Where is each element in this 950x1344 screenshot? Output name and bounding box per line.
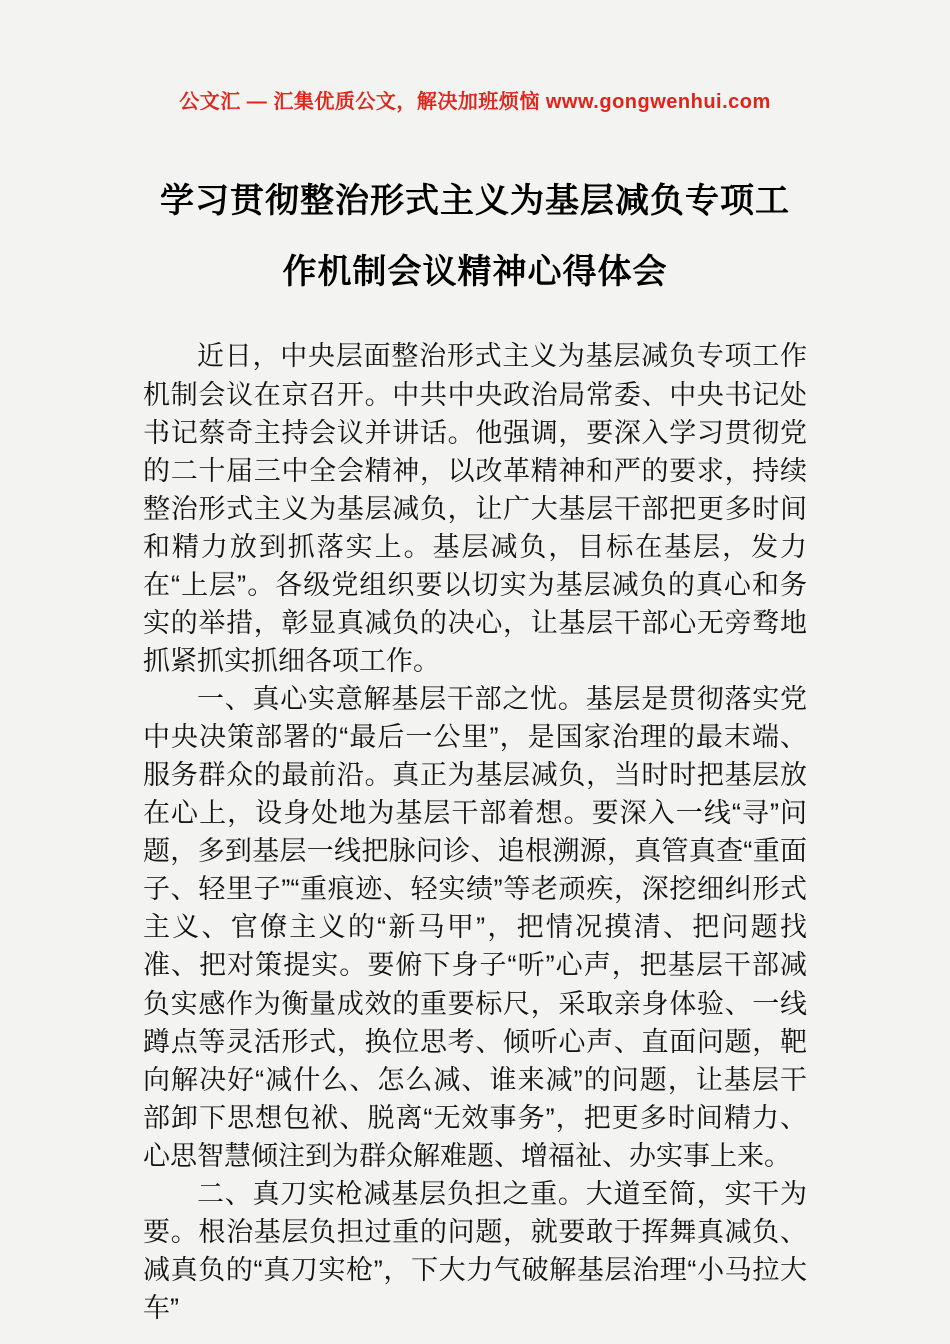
paragraph-point-1: 一、真心实意解基层干部之忧。基层是贯彻落实党中央决策部署的“最后一公里”，是国家治理的最末端、服务群众的最前沿。真正为基层减负，当时时把基层放在心上，设身处地为基层干部着想。要深入一线“寻”问题，多到基层一线把脉问诊、追根溯源，真管真查“重面子、轻里子”“重痕迹、轻实绩”等老顽疾，深挖细纠形式主义、官僚主义的“新马甲”，把情况摸清、把问题找准、把对策提实。要俯下身子“听”心声，把基层干部减负实感作为衡量成效的重要标尺，采取亲身体验、一线蹲点等灵活形式，换位思考、倾听心声、直面问题，靶向解决好“减什么、怎么减、谁来减”的问题，让基层干部卸下思想包袱、脱离“无效事务”，把更多时间精力、心思智慧倾注到为群众解难题、增福祉、办实事上来。: [143, 684, 807, 1171]
document-body: [143, 337, 807, 1327]
paragraph-point-2: 二、真刀实枪减基层负担之重。大道至简，实干为要。根治基层负担过重的问题，就要敢于挥舞真减负、减真负的“真刀实枪”，下大力气破解基层治理“小马拉大车”: [143, 1178, 807, 1323]
paragraph-intro: 近日，中央层面整治形式主义为基层减负专项工作机制会议在京召开。中共中央政治局常委、中央书记处书记蔡奇主持会议并讲话。他强调，要深入学习贯彻党的二十届三中全会精神，以改革精神和严的要求，持续整治形式主义为基层减负，让广大基层干部把更多时间和精力放到抓落实上。基层减负，目标在基层，发力在“上层”。各级党组织要以切实为基层减负的真心和务实的举措，彰显真减负的决心，让基层干部心无旁骛地抓紧抓实抓细各项工作。: [143, 341, 807, 676]
document-title: 学习贯彻整治形式主义为基层减负专项工作机制会议精神心得体会: [160, 182, 790, 291]
site-watermark-header: 公文汇 — 汇集优质公文，解决加班烦恼 www.gongwenhui.com: [179, 91, 771, 113]
